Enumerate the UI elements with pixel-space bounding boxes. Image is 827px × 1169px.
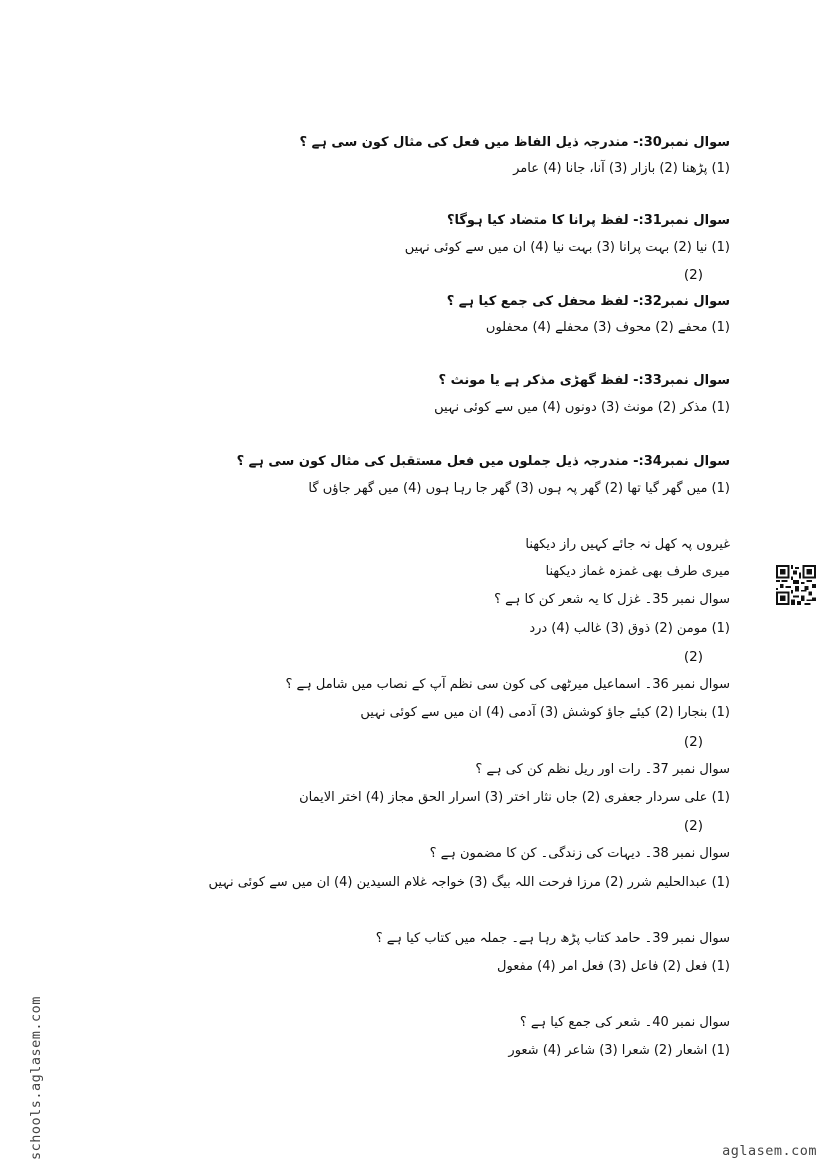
question-31-extra: (2)	[683, 267, 703, 283]
question-37-title: سوال نمبر 37۔ رات اور ریل نظم کن کی ہے ؟	[475, 762, 730, 777]
side-watermark-text: schools.aglasem.com	[28, 996, 44, 1160]
question-37-extra: (2)	[683, 818, 703, 834]
question-39-title: سوال نمبر 39۔ حامد کتاب پڑھ رہا ہے۔ جملہ میں کتاب کیا ہے ؟	[375, 931, 730, 946]
question-35-extra: (2)	[683, 649, 703, 665]
question-35-title: سوال نمبر 35۔ غزل کا یہ شعر کن کا ہے ؟	[494, 592, 730, 607]
question-33-options: (1) مذکر (2) مونث (3) دونوں (4) میں سے کوئی نہیں	[434, 400, 730, 415]
question-32-title: سوال نمبر32:- لفظ محفل کی جمع کیا ہے ؟	[446, 294, 730, 309]
question-34-title: سوال نمبر34:- مندرجہ ذیل جملوں میں فعل مستقبل کی مثال کون سی ہے ؟	[236, 454, 730, 469]
couplet-line-2: میری طرف بھی غمزہ غماز دیکھنا	[545, 564, 730, 579]
question-36-options: (1) بنجارا (2) کیئے جاؤ کوشش (3) آدمی (4) ان میں سے کوئی نہیں	[360, 705, 730, 720]
qr-code-icon[interactable]	[776, 565, 816, 605]
question-38-options: (1) عبدالحلیم شرر (2) مرزا فرحت اللہ بیگ (3) خواجہ غلام السیدین (4) ان میں سے کوئی نہیں	[208, 875, 730, 890]
question-38-title: سوال نمبر 38۔ دیہات کی زندگی۔ کن کا مضمون ہے ؟	[429, 846, 730, 861]
question-40-options: (1) اشعار (2) شعرا (3) شاعر (4) شعور	[508, 1043, 730, 1058]
side-watermark	[14, 968, 44, 1160]
question-36-title: سوال نمبر 36۔ اسماعیل میرٹھی کی کون سی نظم آپ کے نصاب میں شامل ہے ؟	[285, 677, 730, 692]
question-40-title: سوال نمبر 40۔ شعر کی جمع کیا ہے ؟	[519, 1015, 730, 1030]
question-39-options: (1) فعل (2) فاعل (3) فعل امر (4) مفعول	[497, 959, 730, 974]
question-30-options: (1) پڑھنا (2) بازار (3) آنا، جانا (4) عامر	[513, 161, 730, 176]
couplet-line-1: غیروں پہ کھل نہ جائے کہیں راز دیکھنا	[525, 537, 730, 552]
question-37-options: (1) علی سردار جعفری (2) جاں نثار اختر (3) اسرار الحق مجاز (4) اختر الایمان	[299, 790, 730, 805]
question-31-options: (1) نیا (2) بہت پرانا (3) بہت نیا (4) ان میں سے کوئی نہیں	[404, 240, 730, 255]
question-32-options: (1) محفے (2) محوف (3) محفلے (4) محفلوں	[485, 320, 730, 335]
question-33-title: سوال نمبر33:- لفظ گھڑی مذکر ہے یا مونث ؟	[438, 373, 730, 388]
question-36-extra: (2)	[683, 734, 703, 750]
question-35-options: (1) مومن (2) ذوق (3) غالب (4) درد	[529, 621, 730, 636]
footer-watermark[interactable]: aglasem.com	[722, 1143, 817, 1159]
question-34-options: (1) میں گھر گیا تھا (2) گھر پہ ہوں (3) گھر جا رہا ہوں (4) میں گھر جاؤں گا	[308, 481, 730, 496]
question-31-title: سوال نمبر31:- لفظ پرانا کا متضاد کیا ہوگا؟	[446, 213, 730, 228]
question-30-title: سوال نمبر30:- مندرجہ ذیل الفاظ میں فعل کی مثال کون سی ہے ؟	[299, 135, 730, 150]
